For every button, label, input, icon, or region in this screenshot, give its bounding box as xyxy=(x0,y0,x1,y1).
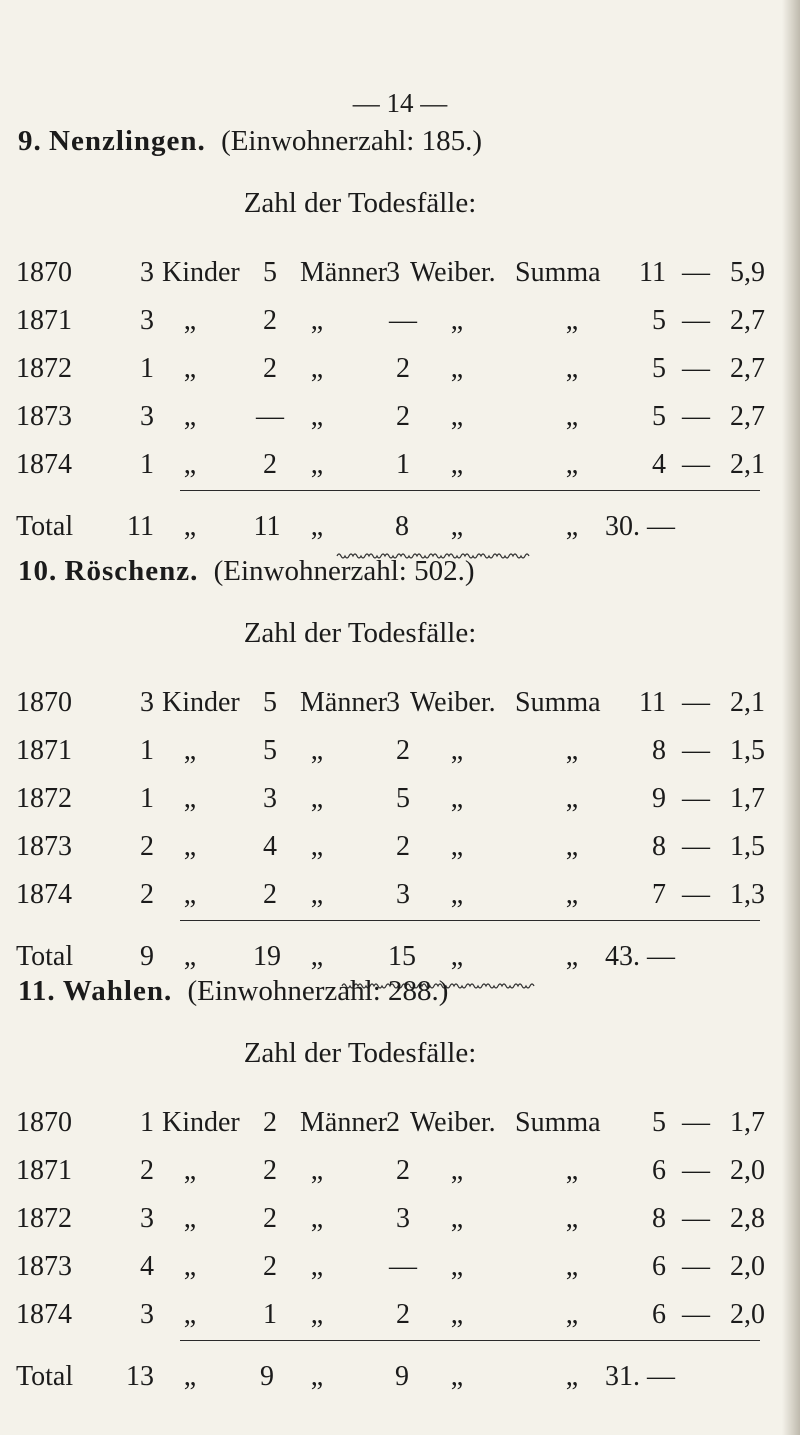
dash: — xyxy=(682,831,710,862)
rate-value: 2,8 xyxy=(730,1203,765,1234)
ditto-mark: „ xyxy=(450,511,464,542)
maenner-count: 1 xyxy=(263,1299,277,1330)
population: (Einwohnerzahl: 185.) xyxy=(221,125,482,157)
weiber-count: — xyxy=(389,1251,417,1282)
total-kinder: 11 xyxy=(127,511,154,542)
weiber-count: 3 xyxy=(396,1203,410,1234)
ditto-mark: „ xyxy=(450,1203,464,1234)
subheading-todesfaelle: Zahl der Todesfälle: xyxy=(243,187,477,219)
dash: — xyxy=(682,449,710,480)
kinder-label: Kinder xyxy=(162,257,240,288)
weiber-count: 2 xyxy=(396,353,410,384)
ditto-mark: „ xyxy=(183,449,197,480)
total-weiber: 9 xyxy=(395,1361,409,1392)
year: 1872 xyxy=(16,783,72,814)
year: 1870 xyxy=(16,257,72,288)
population: (Einwohnerzahl: 502.) xyxy=(213,555,475,587)
total-rule xyxy=(180,490,760,491)
table-row xyxy=(0,735,800,769)
total-rule xyxy=(180,920,760,921)
ditto-mark: „ xyxy=(565,401,579,432)
dash: — xyxy=(682,1251,710,1282)
ditto-mark: „ xyxy=(450,305,464,336)
ditto-mark: „ xyxy=(183,1155,197,1186)
ditto-mark: „ xyxy=(565,1361,579,1392)
maenner-count: 2 xyxy=(263,879,277,910)
rate-value: 1,3 xyxy=(730,879,765,910)
section-number: 10. xyxy=(18,555,58,587)
place-name: Nenzlingen. xyxy=(49,125,206,157)
ditto-mark: „ xyxy=(565,941,579,972)
ditto-mark: „ xyxy=(565,511,579,542)
ditto-mark: „ xyxy=(183,941,197,972)
rate-value: 2,1 xyxy=(730,687,765,718)
maenner-count: 2 xyxy=(263,305,277,336)
kinder-count: 3 xyxy=(140,305,154,336)
table-row xyxy=(0,783,800,817)
year: 1873 xyxy=(16,831,72,862)
total-row xyxy=(0,941,800,975)
year: 1871 xyxy=(16,735,72,766)
rate-value: 2,7 xyxy=(730,353,765,384)
kinder-count: 1 xyxy=(140,353,154,384)
ditto-mark: „ xyxy=(183,1299,197,1330)
ditto-mark: „ xyxy=(310,783,324,814)
summa-value: 11 xyxy=(639,257,666,288)
weiber-count: 3 xyxy=(386,257,400,288)
page-number: — 14 — xyxy=(352,88,448,118)
total-weiber: 8 xyxy=(395,511,409,542)
ditto-mark: „ xyxy=(310,511,324,542)
kinder-count: 1 xyxy=(140,1107,154,1138)
section-number: 9. xyxy=(18,125,42,157)
year: 1874 xyxy=(16,1299,72,1330)
ditto-mark: „ xyxy=(310,879,324,910)
weiber-count: 2 xyxy=(396,1299,410,1330)
weiber-count: 5 xyxy=(396,783,410,814)
section-number: 11. xyxy=(18,975,56,1007)
rate-value: 1,5 xyxy=(730,735,765,766)
subheading-todesfaelle: Zahl der Todesfälle: xyxy=(243,617,477,649)
summa-value: 6 xyxy=(652,1299,666,1330)
year: 1872 xyxy=(16,1203,72,1234)
table-row xyxy=(0,305,800,339)
table-row xyxy=(0,687,800,721)
kinder-label: Kinder xyxy=(162,1107,240,1138)
weiber-count: 3 xyxy=(386,687,400,718)
ditto-mark: „ xyxy=(310,1361,324,1392)
table-row xyxy=(0,1107,800,1141)
kinder-count: 1 xyxy=(140,735,154,766)
summa-value: 9 xyxy=(652,783,666,814)
ditto-mark: „ xyxy=(183,735,197,766)
ditto-mark: „ xyxy=(450,735,464,766)
year: 1870 xyxy=(16,1107,72,1138)
section-2 xyxy=(0,555,800,1015)
dash: — xyxy=(682,257,710,288)
ditto-mark: „ xyxy=(183,401,197,432)
summa-label: Summa xyxy=(515,257,601,288)
ditto-mark: „ xyxy=(450,449,464,480)
ditto-mark: „ xyxy=(565,735,579,766)
ditto-mark: „ xyxy=(310,353,324,384)
dash: — xyxy=(682,1107,710,1138)
year: 1871 xyxy=(16,305,72,336)
ditto-mark: „ xyxy=(450,1155,464,1186)
dash: — xyxy=(682,353,710,384)
rate-value: 2,1 xyxy=(730,449,765,480)
maenner-label: Männer xyxy=(300,687,388,718)
total-weiber: 15 xyxy=(388,941,416,972)
table-row xyxy=(0,1251,800,1285)
dash: — xyxy=(682,401,710,432)
weiber-label: Weiber. xyxy=(410,1107,496,1138)
ditto-mark: „ xyxy=(310,1203,324,1234)
summa-value: 8 xyxy=(652,1203,666,1234)
ditto-mark: „ xyxy=(450,1251,464,1282)
maenner-count: 3 xyxy=(263,783,277,814)
ditto-mark: „ xyxy=(310,1155,324,1186)
ditto-mark: „ xyxy=(450,1299,464,1330)
summa-value: 6 xyxy=(652,1155,666,1186)
ditto-mark: „ xyxy=(183,511,197,542)
ditto-mark: „ xyxy=(183,879,197,910)
total-summa: 30. — xyxy=(605,511,675,542)
year: 1874 xyxy=(16,449,72,480)
kinder-count: 2 xyxy=(140,831,154,862)
kinder-count: 3 xyxy=(140,1299,154,1330)
table-row xyxy=(0,401,800,435)
dash: — xyxy=(682,735,710,766)
rate-value: 1,7 xyxy=(730,783,765,814)
rate-value: 2,0 xyxy=(730,1251,765,1282)
rate-value: 2,0 xyxy=(730,1299,765,1330)
kinder-count: 4 xyxy=(140,1251,154,1282)
summa-value: 4 xyxy=(652,449,666,480)
place-name: Röschenz. xyxy=(64,555,199,587)
maenner-count: 2 xyxy=(263,1155,277,1186)
total-row xyxy=(0,1361,800,1395)
dash: — xyxy=(682,879,710,910)
ditto-mark: „ xyxy=(183,1251,197,1282)
kinder-count: 1 xyxy=(140,449,154,480)
total-label: Total xyxy=(16,941,74,972)
ditto-mark: „ xyxy=(565,1251,579,1282)
ditto-mark: „ xyxy=(565,879,579,910)
maenner-count: 2 xyxy=(263,1203,277,1234)
dash: — xyxy=(682,1203,710,1234)
dash: — xyxy=(682,783,710,814)
table-row xyxy=(0,449,800,483)
ditto-mark: „ xyxy=(310,941,324,972)
table-row xyxy=(0,879,800,913)
total-label: Total xyxy=(16,1361,74,1392)
maenner-count: 5 xyxy=(263,687,277,718)
year: 1873 xyxy=(16,1251,72,1282)
kinder-count: 3 xyxy=(140,257,154,288)
rate-value: 2,7 xyxy=(730,401,765,432)
ditto-mark: „ xyxy=(565,305,579,336)
section-1 xyxy=(0,125,800,585)
total-maenner: 19 xyxy=(253,941,281,972)
ditto-mark: „ xyxy=(183,1203,197,1234)
dash: — xyxy=(682,1155,710,1186)
rate-value: 1,5 xyxy=(730,831,765,862)
ditto-mark: „ xyxy=(450,783,464,814)
table-row xyxy=(0,831,800,865)
ditto-mark: „ xyxy=(310,1299,324,1330)
kinder-count: 2 xyxy=(140,879,154,910)
weiber-count: 2 xyxy=(396,1155,410,1186)
ditto-mark: „ xyxy=(450,879,464,910)
ditto-mark: „ xyxy=(450,353,464,384)
weiber-count: 2 xyxy=(396,735,410,766)
summa-value: 5 xyxy=(652,353,666,384)
ditto-mark: „ xyxy=(310,449,324,480)
summa-value: 7 xyxy=(652,879,666,910)
summa-label: Summa xyxy=(515,687,601,718)
summa-value: 8 xyxy=(652,831,666,862)
ditto-mark: „ xyxy=(310,1251,324,1282)
table-row xyxy=(0,353,800,387)
maenner-label: Männer xyxy=(300,257,388,288)
place-name: Wahlen. xyxy=(62,975,173,1007)
maenner-count: 5 xyxy=(263,735,277,766)
ditto-mark: „ xyxy=(565,1299,579,1330)
summa-value: 5 xyxy=(652,305,666,336)
ditto-mark: „ xyxy=(183,831,197,862)
total-rule xyxy=(180,1340,760,1341)
ditto-mark: „ xyxy=(565,1203,579,1234)
weiber-count: — xyxy=(389,305,417,336)
maenner-count: 5 xyxy=(263,257,277,288)
ditto-mark: „ xyxy=(565,1155,579,1186)
weiber-count: 2 xyxy=(396,401,410,432)
rate-value: 2,7 xyxy=(730,305,765,336)
section-heading xyxy=(18,555,475,588)
rate-value: 1,7 xyxy=(730,1107,765,1138)
table-row xyxy=(0,1299,800,1333)
total-label: Total xyxy=(16,511,74,542)
maenner-count: 2 xyxy=(263,353,277,384)
kinder-count: 3 xyxy=(140,687,154,718)
ditto-mark: „ xyxy=(310,305,324,336)
maenner-count: — xyxy=(256,401,284,432)
year: 1872 xyxy=(16,353,72,384)
maenner-label: Männer xyxy=(300,1107,388,1138)
ditto-mark: „ xyxy=(310,735,324,766)
maenner-count: 4 xyxy=(263,831,277,862)
ditto-mark: „ xyxy=(310,401,324,432)
ditto-mark: „ xyxy=(183,305,197,336)
kinder-count: 3 xyxy=(140,401,154,432)
population: (Einwohnerzahl: 288.) xyxy=(187,975,449,1007)
table-row xyxy=(0,1203,800,1237)
maenner-count: 2 xyxy=(263,1107,277,1138)
dash: — xyxy=(682,305,710,336)
section-heading xyxy=(18,975,448,1008)
total-row xyxy=(0,511,800,545)
total-maenner: 11 xyxy=(253,511,281,542)
ditto-mark: „ xyxy=(183,1361,197,1392)
dash: — xyxy=(682,1299,710,1330)
rate-value: 5,9 xyxy=(730,257,765,288)
weiber-label: Weiber. xyxy=(410,687,496,718)
dash: — xyxy=(682,687,710,718)
section-heading xyxy=(18,125,482,158)
year: 1870 xyxy=(16,687,72,718)
ditto-mark: „ xyxy=(565,353,579,384)
ditto-mark: „ xyxy=(450,831,464,862)
kinder-label: Kinder xyxy=(162,687,240,718)
year: 1871 xyxy=(16,1155,72,1186)
summa-value: 11 xyxy=(639,687,666,718)
ditto-mark: „ xyxy=(565,783,579,814)
weiber-label: Weiber. xyxy=(410,257,496,288)
weiber-count: 1 xyxy=(396,449,410,480)
table-row xyxy=(0,257,800,291)
summa-value: 8 xyxy=(652,735,666,766)
weiber-count: 3 xyxy=(396,879,410,910)
ditto-mark: „ xyxy=(450,941,464,972)
total-kinder: 9 xyxy=(140,941,154,972)
section-3 xyxy=(0,975,800,1435)
ditto-mark: „ xyxy=(450,1361,464,1392)
weiber-count: 2 xyxy=(386,1107,400,1138)
subheading-todesfaelle: Zahl der Todesfälle: xyxy=(243,1037,477,1069)
year: 1873 xyxy=(16,401,72,432)
year: 1874 xyxy=(16,879,72,910)
total-summa: 31. — xyxy=(605,1361,675,1392)
summa-label: Summa xyxy=(515,1107,601,1138)
ditto-mark: „ xyxy=(310,831,324,862)
summa-value: 5 xyxy=(652,1107,666,1138)
table-row xyxy=(0,1155,800,1189)
maenner-count: 2 xyxy=(263,449,277,480)
weiber-count: 2 xyxy=(396,831,410,862)
ditto-mark: „ xyxy=(183,353,197,384)
total-kinder: 13 xyxy=(126,1361,154,1392)
ditto-mark: „ xyxy=(565,449,579,480)
kinder-count: 1 xyxy=(140,783,154,814)
kinder-count: 2 xyxy=(140,1155,154,1186)
summa-value: 5 xyxy=(652,401,666,432)
maenner-count: 2 xyxy=(263,1251,277,1282)
rate-value: 2,0 xyxy=(730,1155,765,1186)
summa-value: 6 xyxy=(652,1251,666,1282)
total-summa: 43. — xyxy=(605,941,675,972)
total-maenner: 9 xyxy=(260,1361,274,1392)
kinder-count: 3 xyxy=(140,1203,154,1234)
ditto-mark: „ xyxy=(565,831,579,862)
ditto-mark: „ xyxy=(450,401,464,432)
ditto-mark: „ xyxy=(183,783,197,814)
